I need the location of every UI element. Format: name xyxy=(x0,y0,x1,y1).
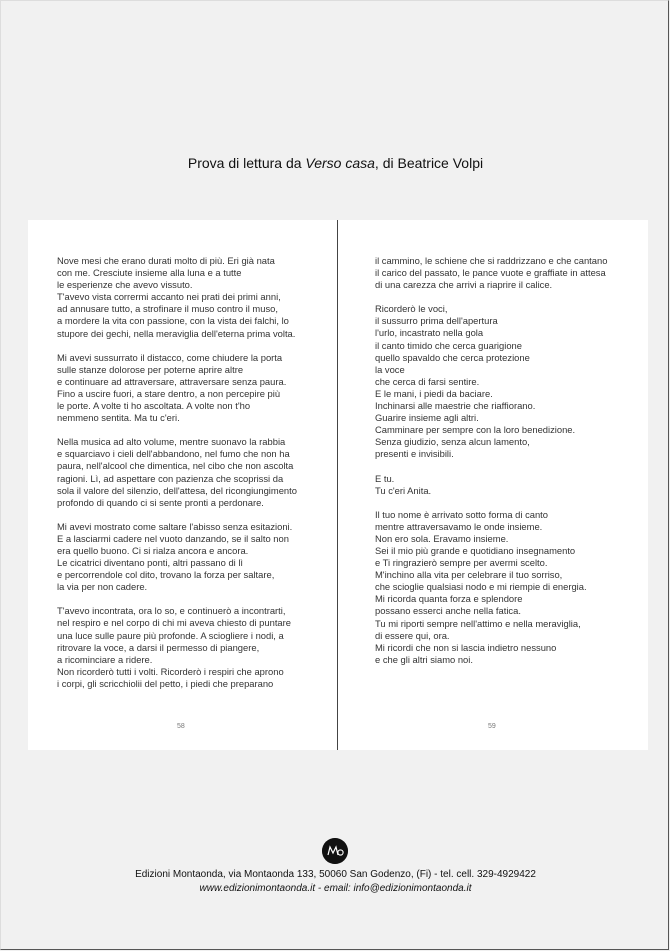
text-line: paura, nell'alcool che dimentica, nel cibo che non ascolta xyxy=(57,460,294,472)
left-page-number: 58 xyxy=(177,723,185,730)
title-suffix: , di Beatrice Volpi xyxy=(374,155,484,171)
text-line: Inchinarsi alle maestrie che riaffiorano. xyxy=(375,400,536,412)
text-line: e continuare ad attraversare, attraversare senza paura. xyxy=(57,375,287,387)
text-line: Non ero sola. Eravamo insieme. xyxy=(375,532,509,544)
text-line: sola il valore del silenzio, dell'attesa, del ricongiungimento xyxy=(57,484,297,496)
text-line: che scioglie qualsiasi nodo e mi riempie di energia. xyxy=(375,581,587,593)
text-line: T'avevo incontrata, ora lo so, e continuerò a incontrarti, xyxy=(57,605,286,617)
paragraph xyxy=(375,509,637,666)
text-line: il carico del passato, le pance vuote e graffiate in attesa xyxy=(375,267,606,279)
text-line: con me. Cresciute insieme alla luna e a tutte xyxy=(57,267,242,279)
book-title: Verso casa xyxy=(305,155,375,171)
text-line: Il tuo nome è arrivato sotto forma di canto xyxy=(375,508,549,520)
text-line: E a lasciarmi cadere nel vuoto danzando, se il salto non xyxy=(57,532,289,544)
text-line: M'inchino alla vita per celebrare il tuo sorriso, xyxy=(375,569,563,581)
text-line: Nove mesi che erano durati molto di più. Eri già nata xyxy=(57,255,275,266)
text-line: era quello buono. Ci si rialza ancora e ancora. xyxy=(57,544,249,556)
text-line: la voce xyxy=(375,363,405,375)
text-line: la via per non cadere. xyxy=(57,581,148,593)
text-line: che cerca di farsi sentire. xyxy=(375,375,480,387)
text-line: il sussurro prima dell'apertura xyxy=(375,315,498,327)
text-line: Sei il mio più grande e quotidiano insegnamento xyxy=(375,544,576,556)
text-line: nel respiro e nel corpo di chi mi aveva chiesto di puntare xyxy=(57,617,291,629)
text-line: ritrovare la voce, a darsi il permesso di piangere, xyxy=(57,641,260,653)
text-line: ragioni. Lì, ad aspettare con pazienza che scoprissi da xyxy=(57,472,284,484)
text-line: i corpi, gli scricchiolii del petto, i piedi che preparano xyxy=(57,677,274,689)
publisher-logo-icon xyxy=(322,838,348,864)
text-line: Tu c'eri Anita. xyxy=(375,484,432,496)
text-line: Tu mi riporti sempre nell'attimo e nella meraviglia, xyxy=(375,617,581,629)
book-spread xyxy=(28,220,648,750)
text-line: Ricorderò le voci, xyxy=(375,303,448,315)
text-line: presenti e invisibili. xyxy=(375,448,454,460)
text-line: mentre attraversavamo le onde insieme. xyxy=(375,520,543,532)
text-line: profondo di quando ci si sente pronti a perdonare. xyxy=(57,496,264,508)
text-line: le porte. A volte ti ho ascoltata. A volte non t'ho xyxy=(57,400,251,412)
email-label: - email: xyxy=(315,883,354,894)
paragraph xyxy=(57,352,329,425)
text-line: Camminare per sempre con la loro benedizione. xyxy=(375,424,576,436)
text-line: T'avevo vista corrermi accanto nei prati dei primi anni, xyxy=(57,291,281,303)
publisher-contacts xyxy=(1,883,670,894)
text-line: le esperienze che avevo vissuto. xyxy=(57,279,193,291)
text-line: di una carezza che arrivi a riaprire il calice. xyxy=(375,279,553,291)
text-line: Mi avevi sussurrato il distacco, come chiudere la porta xyxy=(57,351,283,363)
text-line: a mordere la vita con passione, con la vista dei falchi, lo xyxy=(57,315,289,327)
text-line: e Ti ringrazierò sempre per avermi scelto. xyxy=(375,557,548,569)
text-line: ad annusare tutto, a strofinare il muso contro il muso, xyxy=(57,303,278,315)
text-line: Mi ricorda quanta forza e splendore xyxy=(375,593,523,605)
email-link[interactable]: info@edizionimontaonda.it xyxy=(353,883,472,894)
text-line: Guarire insieme agli altri. xyxy=(375,412,479,424)
text-line: Mi ricordi che non si lascia indietro nessuno xyxy=(375,641,557,653)
text-line: Fino a uscire fuori, a stare dentro, a non percepire più xyxy=(57,387,281,399)
text-line: una luce sulle paure più profonde. A sciogliere i nodi, a xyxy=(57,629,284,641)
text-line: quello spavaldo che cerca protezione xyxy=(375,351,530,363)
text-line: nemmeno sentita. Ma tu c'eri. xyxy=(57,412,180,424)
text-line: E tu. xyxy=(375,472,395,484)
text-line: il canto timido che cerca guarigione xyxy=(375,339,522,351)
text-line: il cammino, le schiene che si raddrizzano e che cantano xyxy=(375,255,608,266)
text-line: sulle stanze dolorose per poterne aprire altre xyxy=(57,363,244,375)
text-line: l'urlo, incastrato nella gola xyxy=(375,327,484,339)
text-line: e squarciavo i cieli dell'abbandono, nel fumo che non ha xyxy=(57,448,290,460)
text-line: Nella musica ad alto volume, mentre suonavo la rabbia xyxy=(57,436,286,448)
website-link[interactable]: www.edizionimontaonda.it xyxy=(199,883,316,894)
title-prefix: Prova di lettura da xyxy=(187,155,306,171)
text-line: Non ricorderò tutti i volti. Ricorderò i respiri che aprono xyxy=(57,665,284,677)
paragraph xyxy=(57,255,329,340)
publisher-address: Edizioni Montaonda, via Montaonda 133, 50060 San Godenzo, (Fi) - tel. cell. 329-4929422 xyxy=(135,869,536,880)
paragraph xyxy=(375,303,637,460)
text-line: Mi avevi mostrato come saltare l'abisso senza esitazioni. xyxy=(57,520,293,532)
paragraph xyxy=(375,255,637,291)
paragraph xyxy=(375,473,637,497)
text-line: possano esserci anche nella fatica. xyxy=(375,605,521,617)
text-line: a ricominciare a ridere. xyxy=(57,653,153,665)
text-line: Senza giudizio, senza alcun lamento, xyxy=(375,436,530,448)
page-title xyxy=(1,155,670,171)
text-line: stupore dei gechi, nella meraviglia dell'eterna prima volta. xyxy=(57,327,296,339)
text-line: e percorrendole col dito, trovano la forza per saltare, xyxy=(57,569,275,581)
text-line: e che gli altri siamo noi. xyxy=(375,653,473,665)
right-page-number: 59 xyxy=(488,723,496,730)
left-page-text xyxy=(57,255,329,702)
paragraph xyxy=(57,436,329,509)
text-line: di essere qui, ora. xyxy=(375,629,450,641)
text-line: Le cicatrici diventano ponti, altri passano di lì xyxy=(57,557,244,569)
paragraph xyxy=(57,605,329,690)
right-page-text xyxy=(375,255,637,678)
book-gutter xyxy=(337,220,338,750)
paragraph xyxy=(57,521,329,594)
text-line: E le mani, i piedi da baciare. xyxy=(375,387,493,399)
